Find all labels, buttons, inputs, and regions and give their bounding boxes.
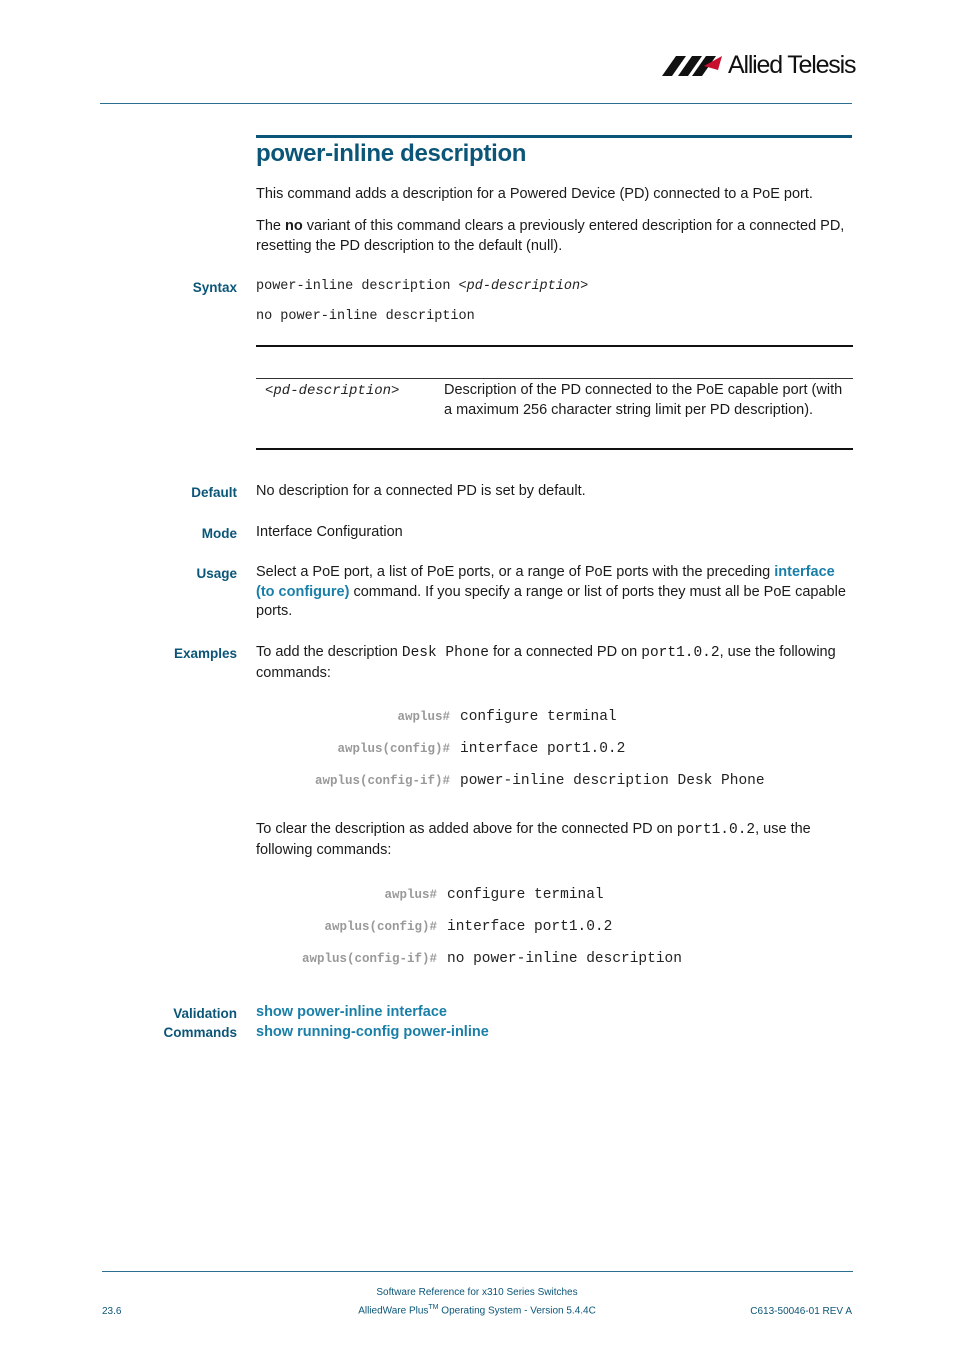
param-name: <pd-description>	[265, 383, 400, 399]
footer-rule	[102, 1271, 853, 1272]
example-2-command-1: awplus# configure terminal	[384, 887, 604, 903]
intro-paragraph-1: This command adds a description for a Powered Device (PD) connected to a PoE port.	[256, 186, 813, 202]
header-rule	[100, 103, 852, 104]
example-1-command-2: awplus(config)# interface port1.0.2	[337, 741, 626, 757]
table-bottom-rule	[256, 448, 853, 450]
interface-configure-link[interactable]: interface (to configure)	[256, 564, 835, 600]
footer-title: Software Reference for x310 Series Switches	[376, 1287, 578, 1298]
table-header-rule	[256, 378, 853, 379]
page-title: power-inline description	[256, 140, 527, 167]
allied-telesis-logo-icon	[662, 54, 724, 76]
example-1-command-1: awplus# configure terminal	[397, 709, 617, 725]
syntax-label: Syntax	[192, 280, 237, 295]
example-1-code-desc: Desk Phone	[401, 645, 489, 661]
show-running-config-power-inline-link[interactable]: show running-config power-inline	[256, 1023, 489, 1040]
default-text: No description for a connected PD is set by default.	[256, 483, 586, 499]
table-top-rule	[256, 345, 853, 347]
validation-label: Validation Commands	[163, 1006, 237, 1040]
intro-paragraph-2: The no variant of this command clears a previously entered description for a connected PD, resetting the PD description to the default (null).	[256, 218, 845, 254]
param-description: Description of the PD connected to the PoE capable port (with a maximum 256 character string limit per PD description).	[444, 382, 843, 418]
title-bar	[256, 135, 852, 138]
mode-text: Interface Configuration	[256, 524, 403, 540]
validation-links	[256, 1003, 489, 1042]
example-2-code-port: port1.0.2	[676, 822, 756, 838]
show-power-inline-interface-link[interactable]: show power-inline interface	[256, 1004, 447, 1020]
example-2-command-2: awplus(config)# interface port1.0.2	[324, 919, 613, 935]
usage-text: Select a PoE port, a list of PoE ports, or a range of PoE ports with the preceding interface (to configure) command. If you specify a range or list of ports they must all be PoE capable ports.	[256, 564, 846, 619]
no-keyword: no	[285, 218, 303, 234]
example-2-command-3: awplus(config-if)# no power-inline description	[301, 951, 682, 967]
footer-version: AlliedWare Plus™ Operating System - Version 5.4.4C	[358, 1304, 596, 1317]
usage-label: Usage	[196, 566, 237, 581]
mode-label: Mode	[201, 526, 237, 541]
document-id: C613-50046-01 REV A	[750, 1306, 852, 1317]
brand-logo	[662, 50, 855, 80]
example-1-code-port: port1.0.2	[641, 645, 720, 661]
page-number: 23.6	[102, 1306, 122, 1317]
example-1-command-3: awplus(config-if)# power-inline description Desk Phone	[314, 773, 765, 789]
syntax-line-1: power-inline description <pd-description>	[256, 279, 589, 294]
default-label: Default	[191, 485, 237, 500]
examples-label: Examples	[173, 646, 237, 661]
syntax-line-2: no power-inline description	[256, 309, 475, 324]
syntax-param: <pd-description>	[458, 279, 589, 294]
brand-name: Allied Telesis	[728, 51, 856, 79]
example-1-intro: To add the description Desk Phone for a connected PD on port1.0.2, use the following commands:	[256, 644, 836, 681]
example-2-intro: To clear the description as added above for the connected PD on port1.0.2, use the following commands:	[256, 821, 811, 858]
